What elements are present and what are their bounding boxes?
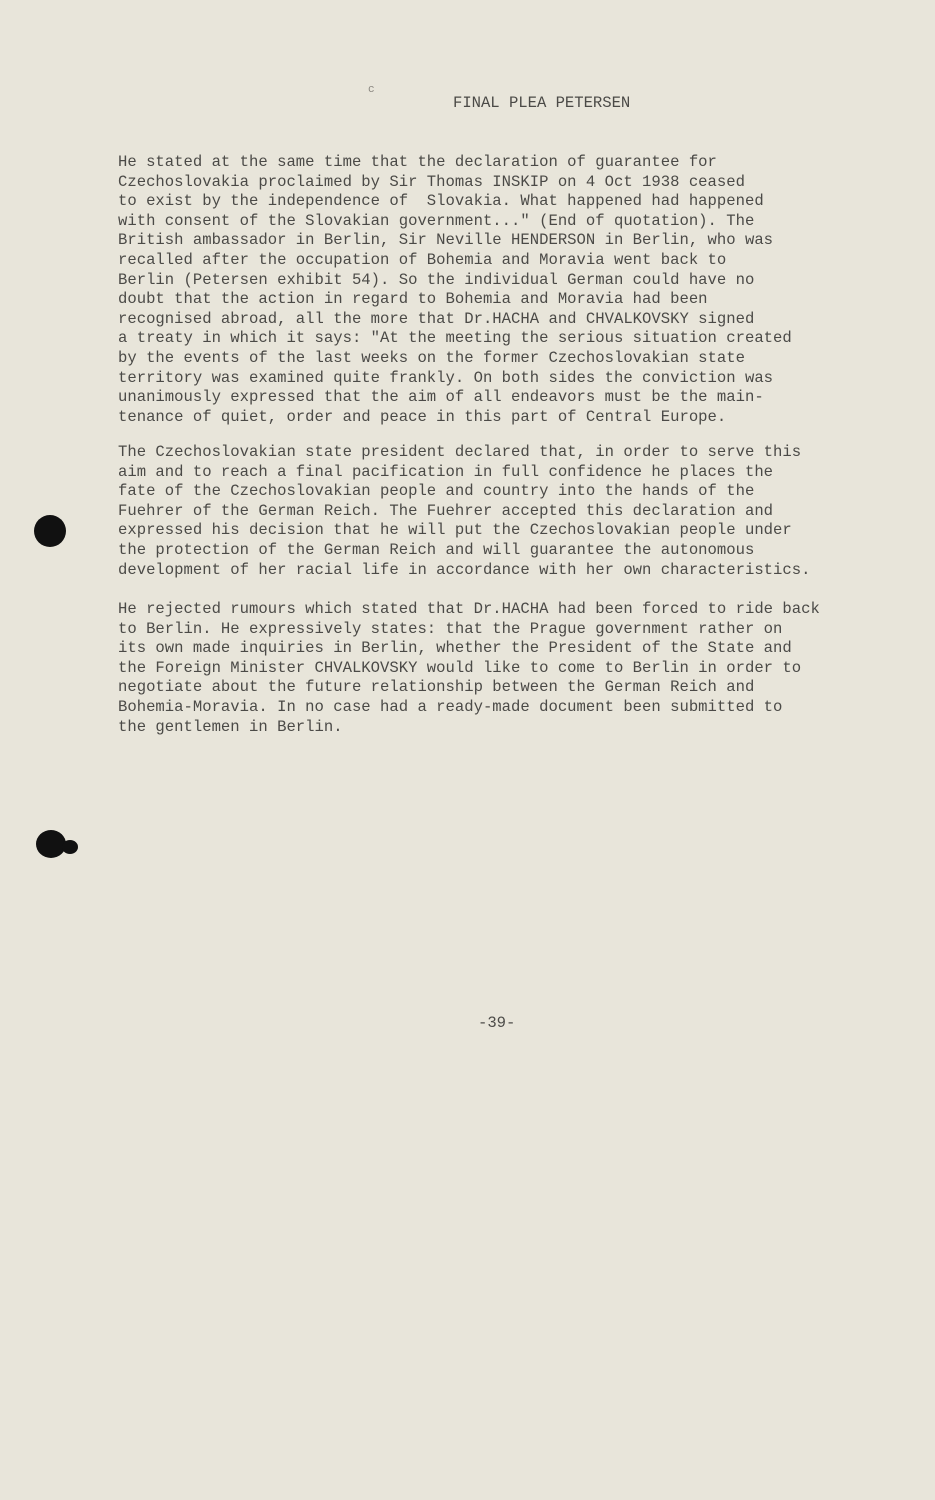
text-line: development of her racial life in accordance with her own characteristics. — [118, 560, 811, 579]
text-line: unanimously expressed that the aim of all endeavors must be the main- — [118, 388, 764, 407]
text-line: recalled after the occupation of Bohemia and Moravia went back to — [118, 250, 727, 269]
handwritten-mark: c — [368, 84, 375, 96]
page-number: -39- — [478, 1014, 516, 1032]
text-line: Berlin (Petersen exhibit 54). So the individual German could have no — [118, 270, 755, 289]
text-line: Czechoslovakia proclaimed by Sir Thomas INSKIP on 4 Oct 1938 ceased — [118, 172, 745, 191]
text-line: fate of the Czechoslovakian people and country into the hands of the — [118, 482, 755, 501]
text-line: expressed his decision that he will put the Czechoslovakian people under — [118, 521, 792, 540]
text-line: to Berlin. He expressively states: that the Prague government rather on — [118, 619, 783, 638]
paragraph-3 — [118, 600, 820, 737]
text-line: British ambassador in Berlin, Sir Neville HENDERSON in Berlin, who was — [118, 231, 774, 250]
text-line: The Czechoslovakian state president declared that, in order to serve this — [118, 443, 802, 461]
text-line: doubt that the action in regard to Bohemia and Moravia had been — [118, 290, 708, 309]
text-line: territory was examined quite frankly. On both sides the conviction was — [118, 368, 774, 387]
text-line: the Foreign Minister CHVALKOVSKY would like to come to Berlin in order to — [118, 658, 802, 677]
text-line: Fuehrer of the German Reich. The Fuehrer accepted this declaration and — [118, 501, 774, 520]
text-line: aim and to reach a final pacification in full confidence he places the — [118, 462, 774, 481]
paragraph-2 — [118, 443, 810, 580]
text-line: its own made inquiries in Berlin, whether the President of the State and — [118, 639, 792, 658]
text-line: He rejected rumours which stated that Dr.HACHA had been forced to ride back — [118, 600, 820, 618]
text-line: negotiate about the future relationship between the German Reich and — [118, 678, 755, 697]
punch-hole — [62, 840, 78, 854]
text-line: with consent of the Slovakian government..." (End of quotation). The — [118, 211, 755, 230]
punch-hole — [34, 515, 66, 547]
text-line: the protection of the German Reich and will guarantee the autonomous — [118, 540, 755, 559]
text-line: recognised abroad, all the more that Dr.HACHA and CHVALKOVSKY signed — [118, 309, 755, 328]
text-line: Bohemia-Moravia. In no case had a ready-made document been submitted to — [118, 697, 783, 716]
text-line: He stated at the same time that the declaration of guarantee for — [118, 153, 717, 171]
text-line: a treaty in which it says: "At the meeting the serious situation created — [118, 329, 792, 348]
paragraph-1 — [118, 153, 792, 427]
text-line: by the events of the last weeks on the former Czechoslovakian state — [118, 348, 745, 367]
text-line: the gentlemen in Berlin. — [118, 717, 343, 736]
text-line: tenance of quiet, order and peace in this part of Central Europe. — [118, 407, 727, 426]
text-line: to exist by the independence of Slovakia. What happened had happened — [118, 192, 764, 211]
page-title: FINAL PLEA PETERSEN — [453, 94, 631, 112]
